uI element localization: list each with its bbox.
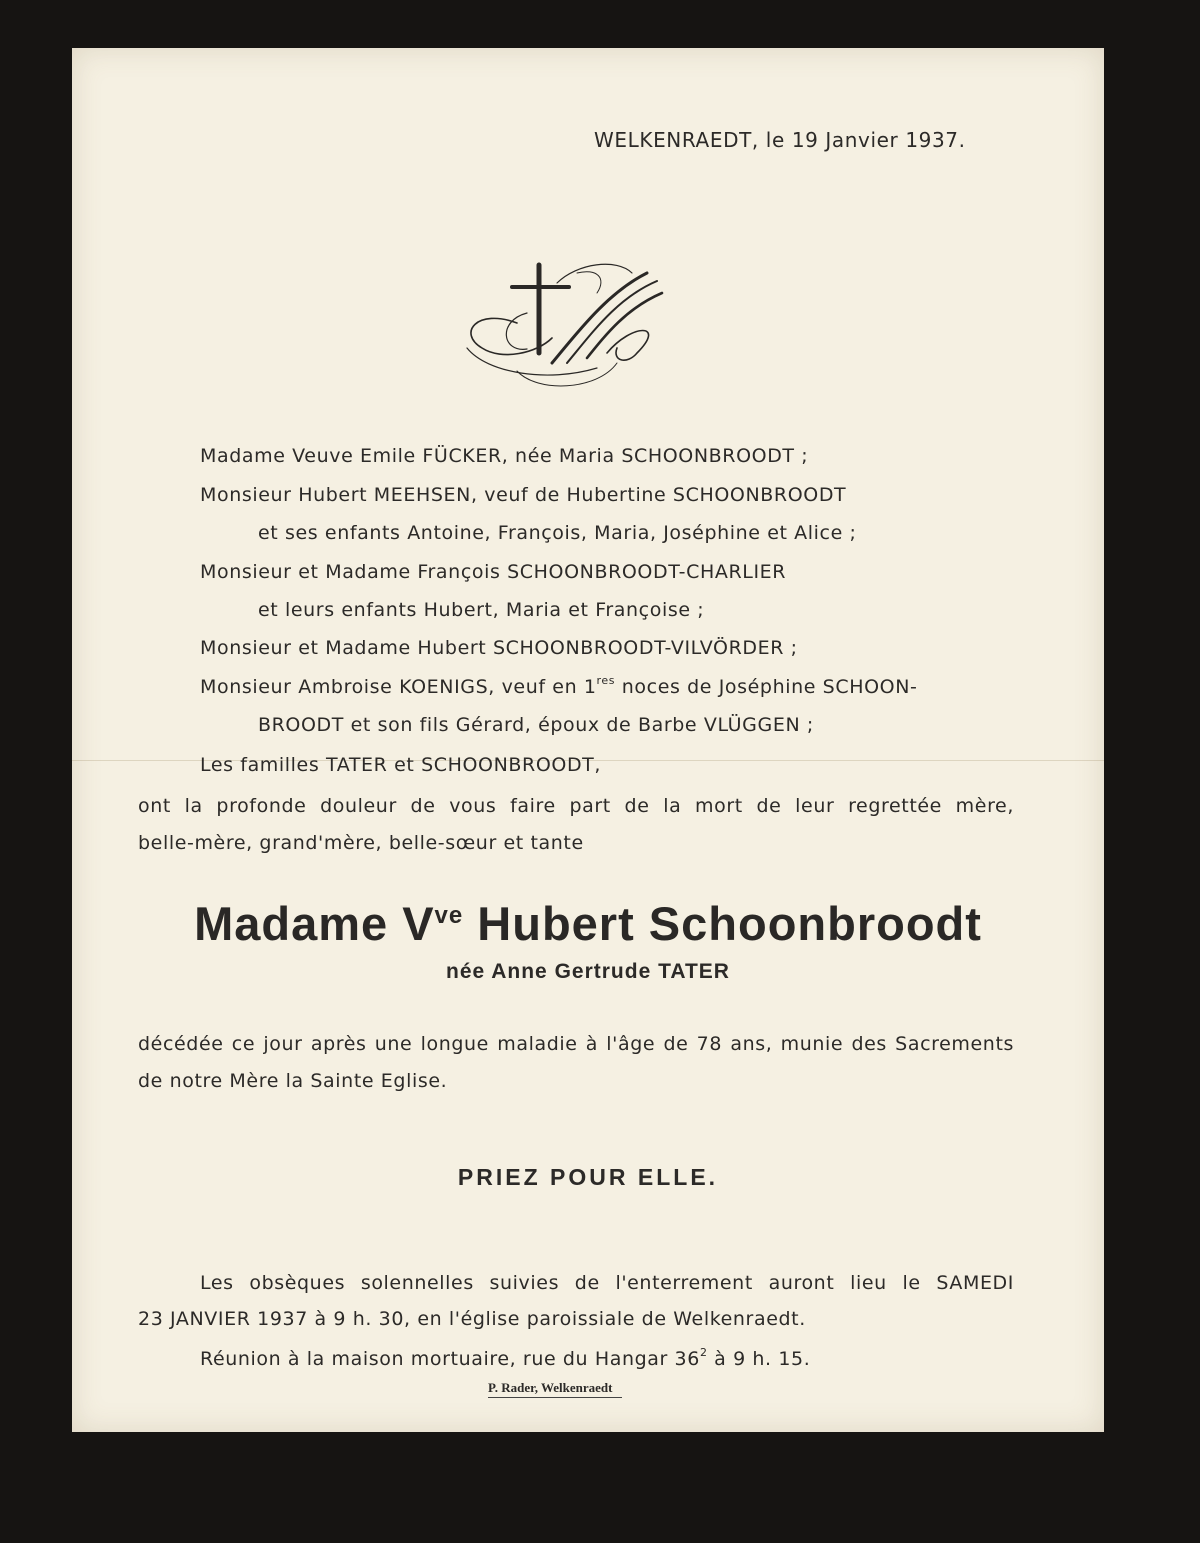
deceased-name: Madame $V^{ve}$ Hubert Schoonbroodt [194,897,982,950]
family-line-7: Monsieur Ambroise KOENIGS, veuf en 1res noces de Joséphine SCHOON- [200,674,918,698]
deceased-maiden-name: née Anne Gertrude TATER [446,960,730,983]
funeral-notice-sheet [72,48,1104,1432]
family-line-2: Monsieur Hubert MEEHSEN, veuf de Hubertine SCHOONBROODT [200,484,847,506]
funeral-line-2: 23 JANVIER 1937 à 9 h. 30, en l'église paroissiale de Welkenraedt. [138,1308,806,1330]
family-line-9: Les familles TATER et SCHOONBROODT, [200,754,602,776]
announce-line-1: ont la profonde douleur de vous faire part de la mort de leur regrettée mère, [138,795,1014,817]
family-line-3: et ses enfants Antoine, François, Maria, Joséphine et Alice ; [258,522,857,544]
family-line-6: Monsieur et Madame Hubert SCHOONBROODT-VILVÖRDER ; [200,637,798,659]
family-line-1: Madame Veuve Emile FÜCKER, née Maria SCHOONBROODT ; [200,445,809,467]
family-line-5: et leurs enfants Hubert, Maria et Françoise ; [258,599,705,621]
cross-monogram-icon [457,253,667,393]
family-line-4: Monsieur et Madame François SCHOONBROODT-CHARLIER [200,561,787,583]
death-line-1: décédée ce jour après une longue maladie à l'âge de 78 ans, munie des Sacrements [138,1033,1014,1055]
death-line-2: de notre Mère la Sainte Eglise. [138,1070,448,1092]
announce-line-2: belle-mère, grand'mère, belle-sœur et tante [138,832,584,854]
funeral-line-1: Les obsèques solennelles suivies de l'enterrement auront lieu le SAMEDI [200,1272,1014,1294]
printer-credit: P. Rader, Welkenraedt [488,1380,622,1398]
funeral-line-3: Réunion à la maison mortuaire, rue du Hangar $36^2$ à 9 h. 15. [200,1346,811,1370]
date-line: WELKENRAEDT, le 19 Janvier 1937. [594,128,966,152]
family-line-8: BROODT et son fils Gérard, époux de Barbe VLÜGGEN ; [258,714,814,736]
prayer-line: PRIEZ POUR ELLE. [457,1164,719,1190]
